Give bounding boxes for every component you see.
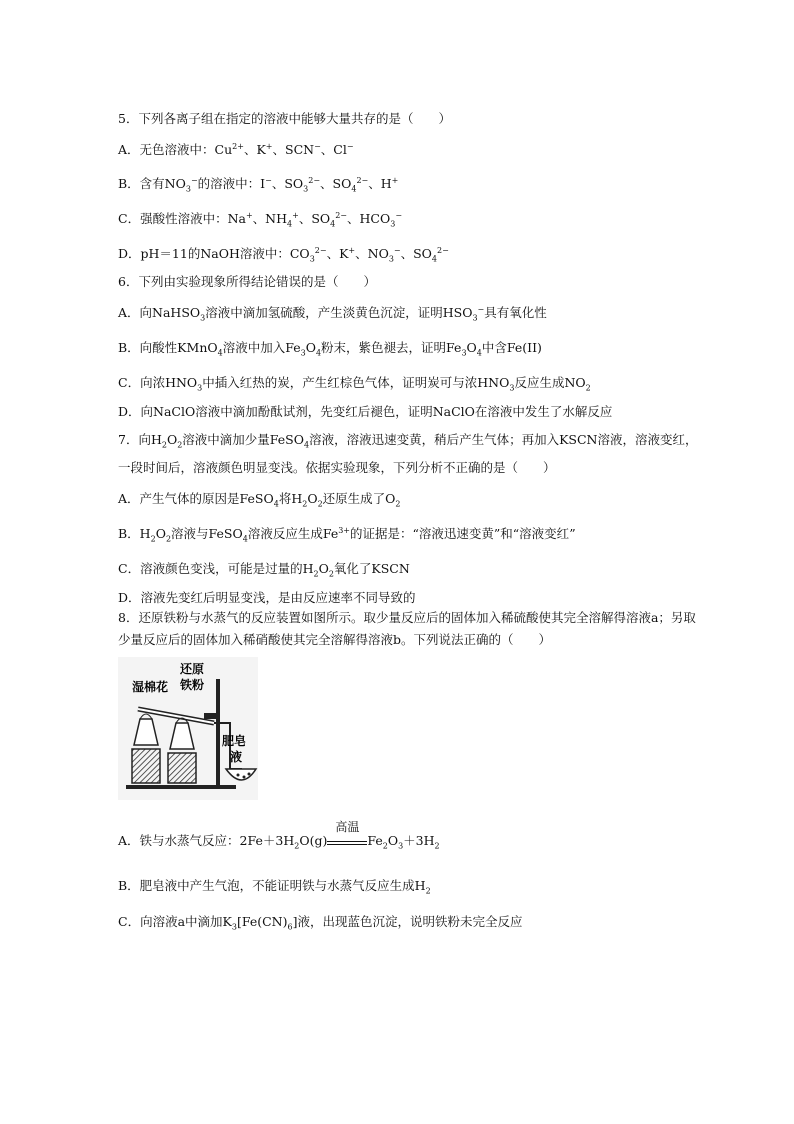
- q7-stem-line1: 7．向$H_2O_2$溶液中滴加少量FeSO$_4$溶液，溶液迅速变黄，稍后产生气体；再加入KSCN溶液，溶液变红，: [118, 432, 698, 450]
- q6-option-c: C．向浓$HNO_3$中插入红热的炭，产生红棕色气体，证明炭可与浓$HNO_3$反应生成$NO_2$: [118, 375, 591, 393]
- apparatus-diagram: [118, 657, 258, 800]
- q7-option-a: A．产生气体的原因是FeSO$_4$将$H_2O_2$还原生成了$O_2$: [118, 491, 401, 509]
- q8-stem-line1: 8．还原铁粉与水蒸气的反应装置如图所示。取少量反应后的固体加入稀硫酸使其完全溶解得溶液a；另取: [118, 610, 696, 625]
- q6-stem: 6．下列由实验现象所得结论错误的是（ ）: [118, 274, 376, 289]
- label-cotton: 湿棉花: [132, 680, 169, 694]
- q5-option-b: B．含有$NO_3^-$的溶液中：I−、$SO_3^{2-}$、$SO_4^{2-}$、H+: [118, 175, 399, 194]
- q5-option-d: D．pH＝11的NaOH溶液中：$CO_3^{2-}$、K+、$NO_3^-$、$SO_4^{2-}$: [118, 245, 449, 264]
- q7-option-b: B．$H_2O_2$溶液与FeSO$_4$溶液反应生成$Fe^{3+}$的证据是：“溶液迅速变黄”和“溶液变红”: [118, 525, 576, 544]
- q7-option-d: D．溶液先变红后明显变浅，是由反应速率不同导致的: [118, 590, 416, 605]
- q8-option-c: C．向溶液a中滴加$K_3[Fe(CN)_6]$液，出现蓝色沉淀，说明铁粉未完全反应: [118, 914, 523, 932]
- q7-stem-line2: 一段时间后，溶液颜色明显变浅。依据实验现象，下列分析不正确的是（ ）: [118, 460, 556, 475]
- label-iron-line1: 还原: [180, 662, 205, 676]
- label-soap-line2: 液: [230, 750, 243, 764]
- q6-option-b: B．向酸性KMnO$_4$溶液中加入$Fe_3O_4$粉末，紫色褪去，证明$Fe_3O_4$中含Fe(II): [118, 340, 542, 358]
- q6-option-d: D．向NaClO溶液中滴加酚酞试剂，先变红后褪色，证明NaClO在溶液中发生了水解反应: [118, 404, 613, 419]
- label-soap-line1: 肥皂: [222, 734, 247, 748]
- q5-stem: 5．下列各离子组在指定的溶液中能够大量共存的是（ ）: [118, 111, 451, 126]
- q5-option-a: A．无色溶液中：$Cu^{2+}$、K+、SCN−、Cl−: [118, 141, 354, 157]
- reaction-condition: 高温: [327, 833, 367, 845]
- q5-option-c: C．强酸性溶液中：Na+、$NH_4^+$、$SO_4^{2-}$、$HCO_3^-$: [118, 210, 403, 229]
- stand-rod: [216, 679, 220, 787]
- label-iron-line2: 铁粉: [180, 678, 205, 692]
- q8-option-a: A．铁与水蒸气反应：$2Fe+3H_2O(g)$ 高温 $Fe_2O_3+3H_2$: [118, 820, 440, 851]
- apparatus-figure: [118, 657, 258, 800]
- stand-clamp: [204, 713, 220, 719]
- q6-option-a: A．向NaHSO$_3$溶液中滴加氢硫酸，产生淡黄色沉淀，证明$HSO_3^-$具有氧化性: [118, 304, 547, 323]
- q8-option-b: B．肥皂液中产生气泡，不能证明铁与水蒸气反应生成$H_2$: [118, 878, 431, 896]
- q8-stem-line2: 少量反应后的固体加入稀硝酸使其完全溶解得溶液b。下列说法正确的（ ）: [118, 632, 552, 647]
- q7-option-c: C．溶液颜色变浅，可能是过量的$H_2O_2$氧化了KSCN: [118, 561, 410, 579]
